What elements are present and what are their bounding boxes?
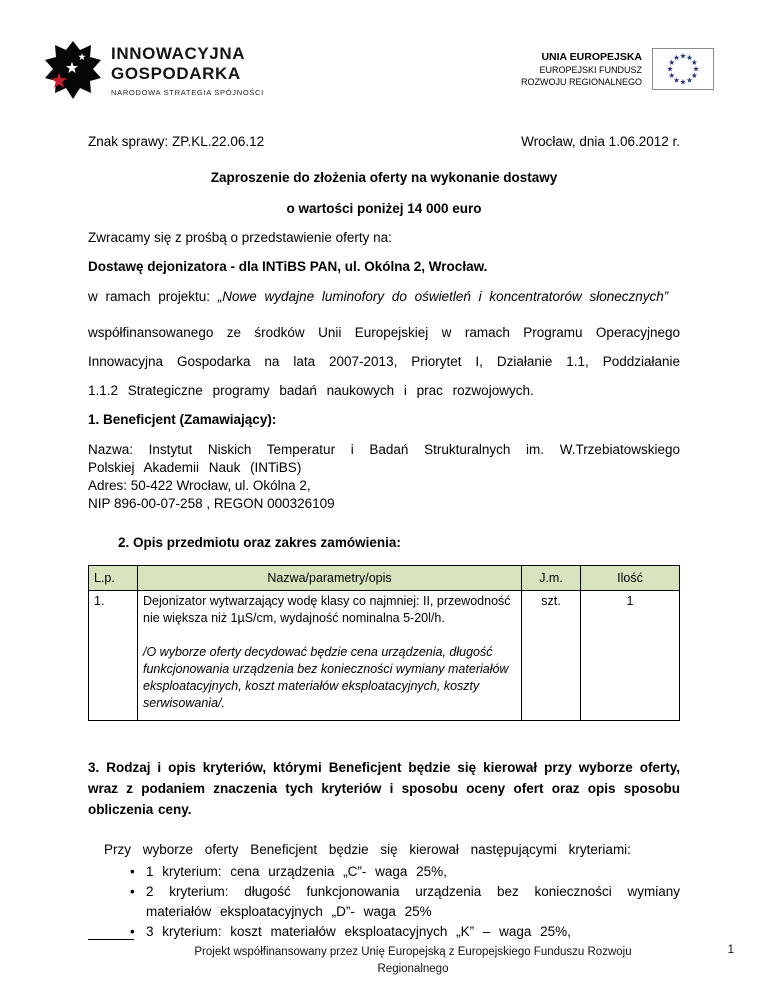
section-3-heading: 3. Rodzaj i opis kryteriów, którymi Beneficjent będzie się kierował przy wyborze oferty, wraz z podaniem znaczenia tych kryteriów i sposobu oceny ofert oraz opis sposobu obliczenia ceny. <box>88 760 680 817</box>
innowacyjna-gospodarka-wordmark <box>111 44 264 97</box>
project-line <box>88 282 680 311</box>
beneficiary-block <box>88 441 680 513</box>
table-row <box>89 591 680 721</box>
eu-logo-line2: EUROPEJSKI FUNDUSZ <box>539 64 642 75</box>
eu-logo-line3: ROZWOJU REGIONALNEGO <box>520 76 642 87</box>
beneficiary-ids: NIP 896-00-07-258 , REGON 000326109 <box>88 496 335 511</box>
place-date: Wrocław, dnia 1.06.2012 r. <box>521 134 680 149</box>
items-table <box>88 565 680 721</box>
table-header-row <box>89 566 680 591</box>
ig-logo-line1: INNOWACYJNA <box>111 43 246 63</box>
eu-logo <box>521 48 714 90</box>
eu-logo-line1: UNIA EUROPEJSKA <box>541 50 642 63</box>
item-description: Dejonizator wytwarzający wodę klasy co najmniej: II, przewodność nie większa niż 1µS/cm, wydajność nominalna 5-20l/h. <box>143 594 511 625</box>
table-header-lp: L.p. <box>89 566 138 591</box>
document-body <box>88 132 680 942</box>
eu-logo-wordmark <box>521 51 642 88</box>
item-description-note: /O wyborze oferty decydować będzie cena urządzenia, długość funkcjonowania urządzenia bez konieczności wymiany materiałów eksploatacyjnych, koszt materiałów eksploatacyjnych, koszty serwisowania/. <box>143 645 509 710</box>
table-header-qty: Ilość <box>581 566 680 591</box>
innowacyjna-gospodarka-logo <box>44 40 264 100</box>
eu-flag-icon <box>652 48 714 90</box>
project-name: „Nowe wydajne luminofory do oświetleń i koncentratorów słonecznych” <box>217 289 669 304</box>
document-title: Zaproszenie do złożenia oferty na wykonanie dostawy <box>210 170 558 185</box>
item-unit: szt. <box>522 591 581 721</box>
criteria-item: • 2 kryterium: długość funkcjonowania urządzenia bez konieczności wymiany materiałów eksploatacyjnych „D”- waga 25% <box>128 882 680 922</box>
criteria-list <box>128 862 680 942</box>
document-subtitle: o wartości poniżej 14 000 euro <box>286 201 482 216</box>
table-header-name: Nazwa/parametry/opis <box>138 566 522 591</box>
case-number: Znak sprawy: ZP.KL.22.06.12 <box>88 134 265 149</box>
financing-paragraph: współfinansowanego ze środków Unii Europejskiej w ramach Programu Operacyjnego Innowacyjna Gospodarka na lata 2007-2013, Priorytet I, Działanie 1.1, Poddziałanie 1.1.2 Strategiczne programy badań naukowych i prac rozwojowych. <box>88 325 680 398</box>
page-header <box>0 0 768 100</box>
ig-logo-line2: GOSPODARKA <box>111 63 241 83</box>
request-intro: Zwracamy się z prośbą o przedstawienie oferty na: <box>88 230 392 245</box>
criteria-intro: Przy wyborze oferty Beneficjent będzie się kierował następującymi kryteriami: <box>104 842 631 857</box>
subject-line: Dostawę dejonizatora - dla INTiBS PAN, ul. Okólna 2, Wrocław. <box>88 259 488 274</box>
footer-separator <box>88 939 134 940</box>
page-number: 1 <box>727 944 734 956</box>
footer-text: Projekt współfinansowany przez Unię Europejską z Europejskiego Funduszu Rozwoju Regionalnego <box>194 946 632 975</box>
ig-logo-subtitle: NARODOWA STRATEGIA SPÓJNOŚCI <box>111 87 264 97</box>
beneficiary-address: Adres: 50-422 Wrocław, ul. Okólna 2, <box>88 478 311 493</box>
footer-body <box>88 944 738 978</box>
project-prefix: w ramach projektu: <box>88 289 218 304</box>
item-description-cell <box>138 591 522 721</box>
beneficiary-name: Nazwa: Instytut Niskich Temperatur i Badań Strukturalnych im. W.Trzebiatowskiego Polskiej Akademii Nauk (INTiBS) <box>88 442 680 475</box>
criteria-item: • 1 kryterium: cena urządzenia „C”- waga 25%, <box>128 862 680 882</box>
table-header-unit: J.m. <box>522 566 581 591</box>
item-qty: 1 <box>581 591 680 721</box>
item-lp: 1. <box>89 591 138 721</box>
section-2-heading: 2. Opis przedmiotu oraz zakres zamówienia: <box>118 535 401 550</box>
page-footer <box>88 939 738 978</box>
criteria-item: • 3 kryterium: koszt materiałów eksploatacyjnych „K” – waga 25%, <box>128 922 680 942</box>
star-burst-icon <box>44 40 102 100</box>
meta-row <box>88 132 680 152</box>
section-1-heading: 1. Beneficjent (Zamawiający): <box>88 412 277 427</box>
